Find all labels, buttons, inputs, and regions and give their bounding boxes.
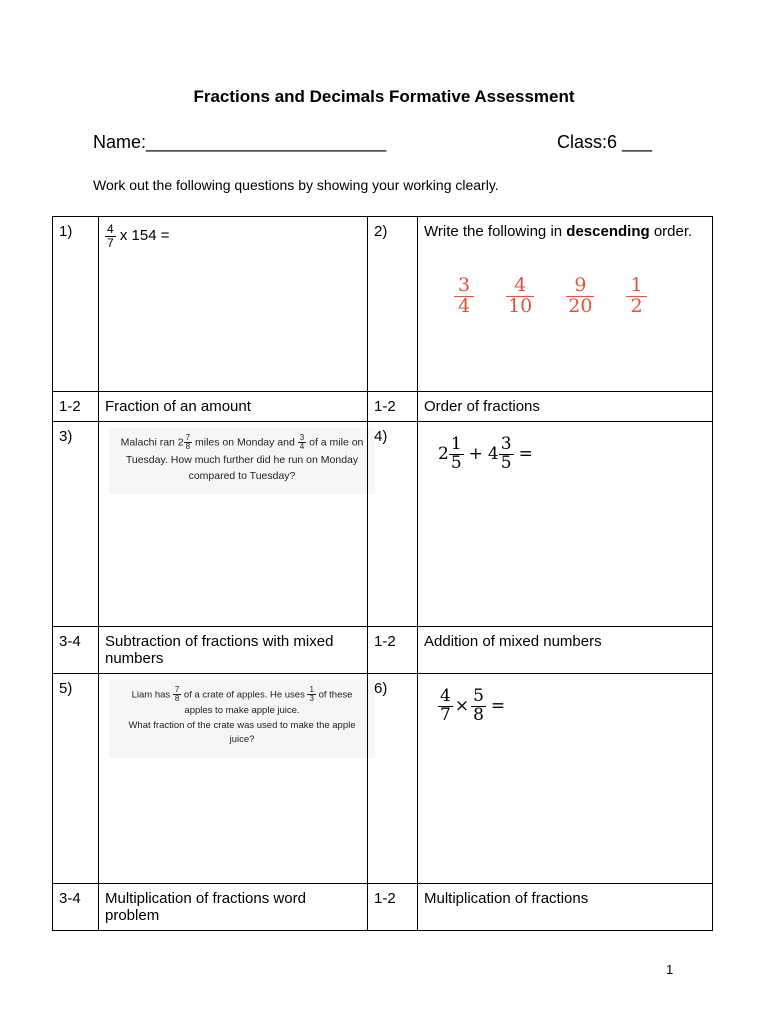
- q6-question: [418, 674, 713, 884]
- q6-topic: Multiplication of fractions: [418, 884, 713, 931]
- q1-topic: Fraction of an amount: [99, 392, 368, 422]
- q5-number: 5): [53, 674, 99, 884]
- q3-word-problem-image: Malachi ran 2 $\frac{7}{8}$ miles on Monday and $\frac{3}{4}$ of a mile on Tuesday. How much further did he run on Monday compared to Tuesday?: [109, 428, 375, 494]
- q5-topic: Multiplication of fractions word problem: [99, 884, 368, 931]
- instructions: Work out the following questions by showing your working clearly.: [93, 177, 499, 193]
- q4-number: 4): [368, 422, 418, 627]
- q2-prompt-start: Write the following in: [424, 223, 563, 240]
- q1-number: 1): [53, 217, 99, 392]
- page-number: 1: [666, 962, 674, 977]
- q1-level: 1-2: [53, 392, 99, 422]
- q2-number: 2): [368, 217, 418, 392]
- q2-prompt-end: order.: [653, 223, 693, 240]
- page-title: Fractions and Decimals Formative Assessment: [193, 87, 575, 106]
- q2-level: 1-2: [368, 392, 418, 422]
- q3-question: [99, 422, 368, 627]
- q1-expression: x 154 =: [119, 227, 170, 245]
- name-field-label: Name:________________________: [93, 132, 387, 152]
- q3-level: 3-4: [53, 627, 99, 674]
- class-field-label: Class:6 ___: [557, 132, 653, 152]
- q1-question: [99, 217, 368, 392]
- q5-question: [99, 674, 368, 884]
- q6-level: 1-2: [368, 884, 418, 931]
- q2-topic: Order of fractions: [418, 392, 713, 422]
- q4-level: 1-2: [368, 627, 418, 674]
- q4-question: [418, 422, 713, 627]
- questions-table: [52, 216, 713, 931]
- q2-fraction: 1 2: [626, 276, 646, 317]
- q2-question: [418, 217, 713, 392]
- q2-fraction: 3 4: [454, 276, 474, 317]
- q3-number: 3): [53, 422, 99, 627]
- q3-topic: Subtraction of fractions with mixed numbers: [99, 627, 368, 674]
- q6-number: 6): [368, 674, 418, 884]
- q5-word-problem-image: Liam has $\frac{7}{8}$ of a crate of apples. He uses $\frac{1}{3}$ of these apples to make apple juice. What fraction of the crate was used to make the apple juice?: [109, 680, 375, 758]
- q2-fractions-list: [454, 276, 706, 317]
- q2-prompt-bold: descending: [566, 223, 650, 240]
- q1-fraction: $\frac{4}{7}$: [107, 222, 114, 250]
- q2-fraction: 9 20: [568, 274, 593, 317]
- q2-fraction: 4 10: [508, 274, 533, 317]
- q6-expression: $\frac{4}{7}$ × $\frac{5}{8}$ =: [440, 686, 506, 725]
- q4-expression: 2 1 5 + 4 $\frac{3}{5}$ =: [438, 434, 533, 473]
- q5-level: 3-4: [53, 884, 99, 931]
- q4-topic: Addition of mixed numbers: [418, 627, 713, 674]
